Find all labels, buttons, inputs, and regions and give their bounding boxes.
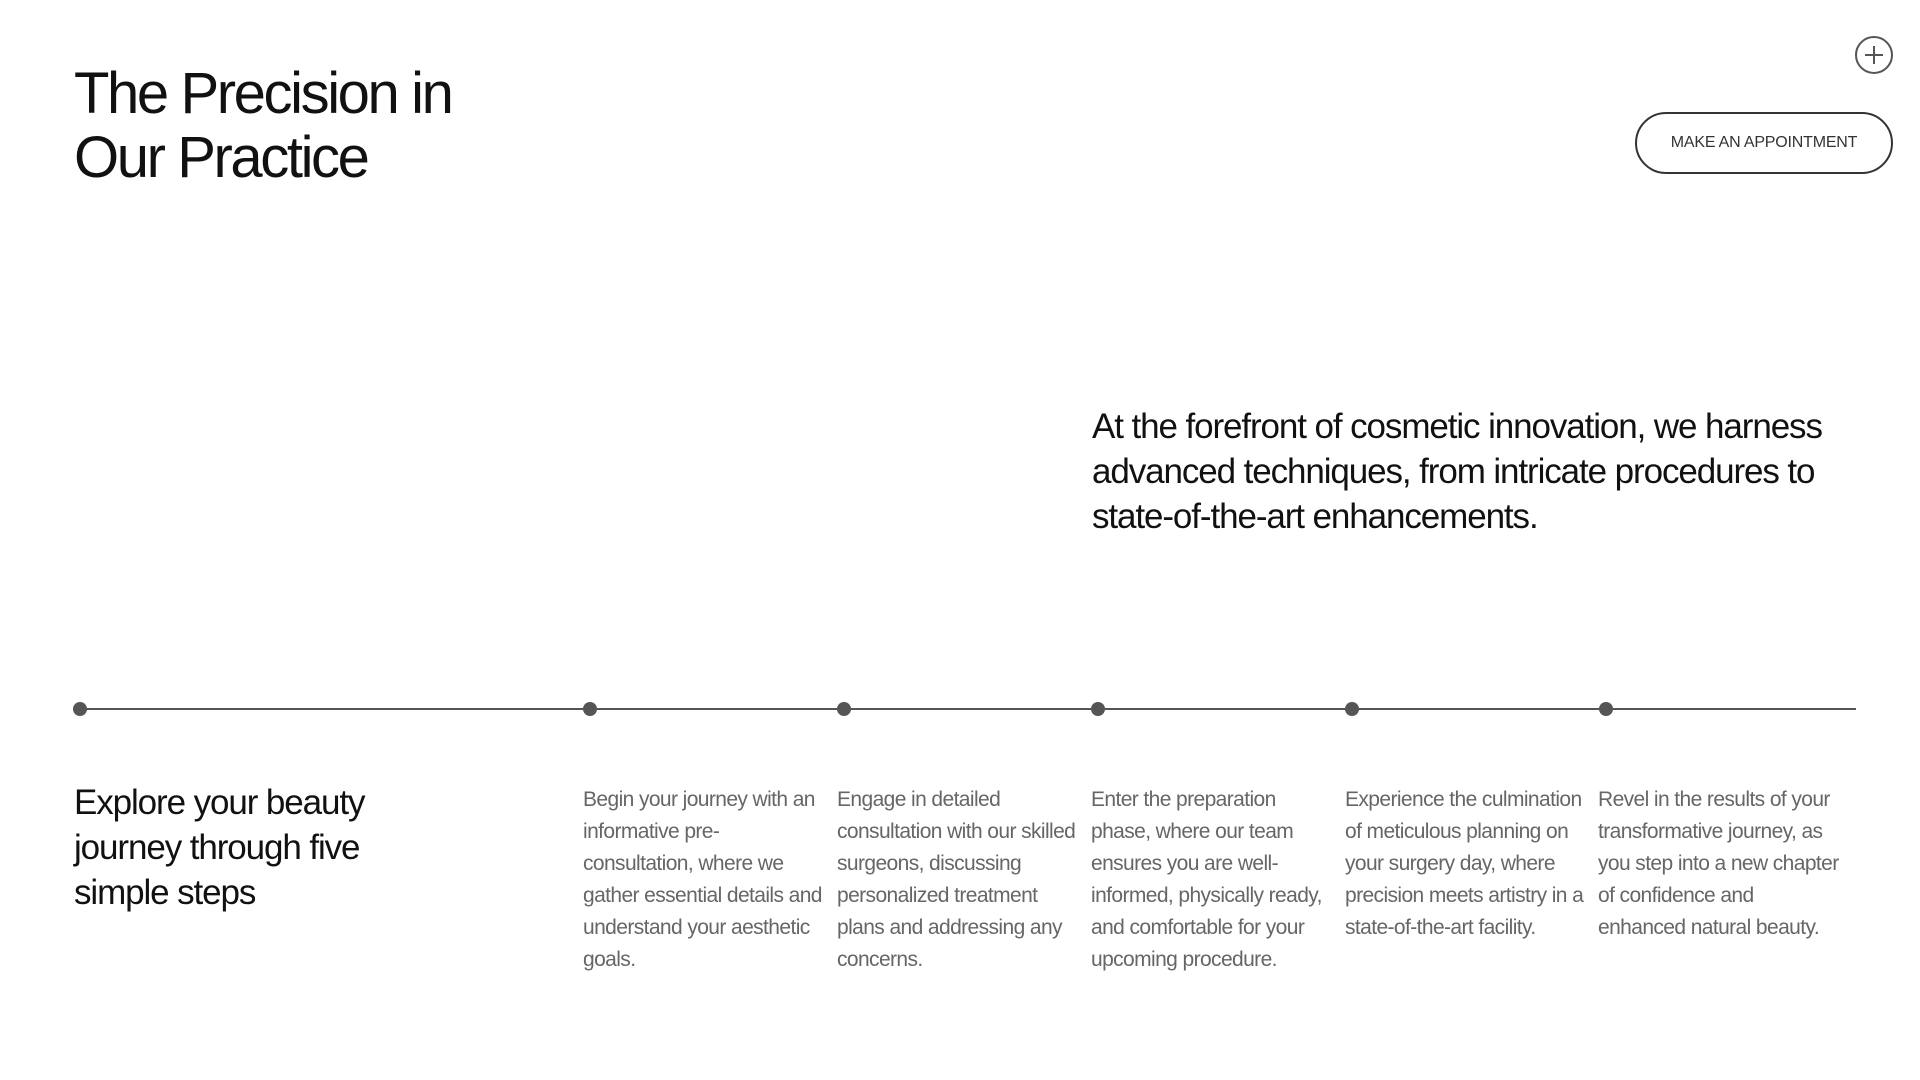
timeline — [80, 708, 1856, 710]
page-title-line-2: Our Practice — [74, 125, 368, 190]
timeline-dot-step-1 — [583, 702, 597, 716]
timeline-dot-step-5 — [1599, 702, 1613, 716]
step-1-text: Begin your journey with an informative pre-consultation, where we gather essential details and understand your aesthetic goals. — [583, 788, 822, 971]
plus-circle-icon[interactable] — [1855, 36, 1893, 74]
page-title-line-1: The Precision in — [74, 61, 452, 126]
step-3-text: Enter the preparation phase, where our team ensures you are well-informed, physically ready, and comfortable for your upcoming procedure. — [1091, 788, 1322, 971]
intro-text: At the forefront of cosmetic innovation, we harness advanced techniques, from intricate procedures to state-of-the-art enhancements. — [1092, 407, 1822, 536]
timeline-dot-step-4 — [1345, 702, 1359, 716]
step-2-text: Engage in detailed consultation with our skilled surgeons, discussing personalized treatment plans and addressing any concerns. — [837, 788, 1076, 971]
step-4-text: Experience the culmination of meticulous planning on your surgery day, where precision meets artistry in a state-of-the-art facility. — [1345, 788, 1584, 939]
make-appointment-button[interactable]: MAKE AN APPOINTMENT — [1635, 112, 1893, 174]
timeline-dot-step-2 — [837, 702, 851, 716]
page-title — [74, 62, 594, 190]
timeline-dot-step-3 — [1091, 702, 1105, 716]
step-5-text: Revel in the results of your transformative journey, as you step into a new chapter of confidence and enhanced natural beauty. — [1598, 788, 1839, 939]
timeline-dot-start — [73, 702, 87, 716]
steps-heading: Explore your beauty journey through five simple steps — [74, 783, 365, 912]
